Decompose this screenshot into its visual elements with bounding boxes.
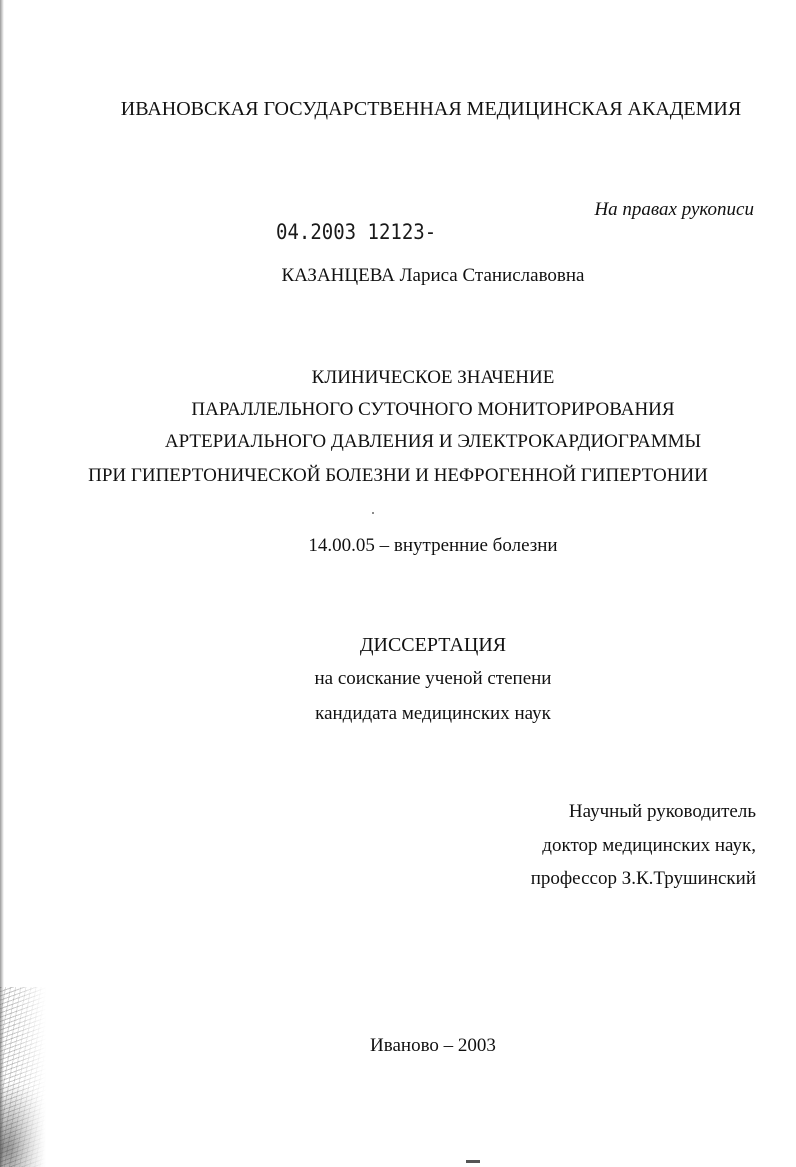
supervisor-degree: доктор медицинских наук,: [542, 835, 756, 856]
title-line-4: ПРИ ГИПЕРТОНИЧЕСКОЙ БОЛЕЗНИ И НЕФРОГЕННОЙ ГИПЕРТОНИИ: [88, 465, 708, 486]
scan-noise: [0, 987, 46, 1167]
institution-name: ИВАНОВСКАЯ ГОСУДАРСТВЕННАЯ МЕДИЦИНСКАЯ АКАДЕМИЯ: [120, 98, 742, 120]
registry-stamp: 04.2003 12123-: [276, 220, 437, 245]
city-year: Иваново – 2003: [370, 1035, 496, 1056]
supervisor-role: Научный руководитель: [568, 801, 756, 822]
scan-speck: [372, 512, 374, 514]
scan-mark: [466, 1160, 480, 1163]
supervisor-name: профессор З.К.Трушинский: [530, 868, 756, 889]
author-name: КАЗАНЦЕВА Лариса Станиславовна: [281, 265, 585, 286]
degree-name-line: кандидата медицинских наук: [315, 703, 551, 724]
rights-note: На правах рукописи: [594, 199, 754, 220]
title-line-3: АРТЕРИАЛЬНОГО ДАВЛЕНИЯ И ЭЛЕКТРОКАРДИОГРАММЫ: [164, 431, 702, 452]
dissertation-heading: ДИССЕРТАЦИЯ: [359, 634, 507, 656]
title-line-2: ПАРАЛЛЕЛЬНОГО СУТОЧНОГО МОНИТОРИРОВАНИЯ: [191, 399, 675, 420]
degree-purpose-line: на соискание ученой степени: [314, 668, 552, 689]
title-line-1: КЛИНИЧЕСКОЕ ЗНАЧЕНИЕ: [311, 367, 555, 388]
specialty-code: 14.00.05 – внутренние болезни: [308, 535, 558, 556]
